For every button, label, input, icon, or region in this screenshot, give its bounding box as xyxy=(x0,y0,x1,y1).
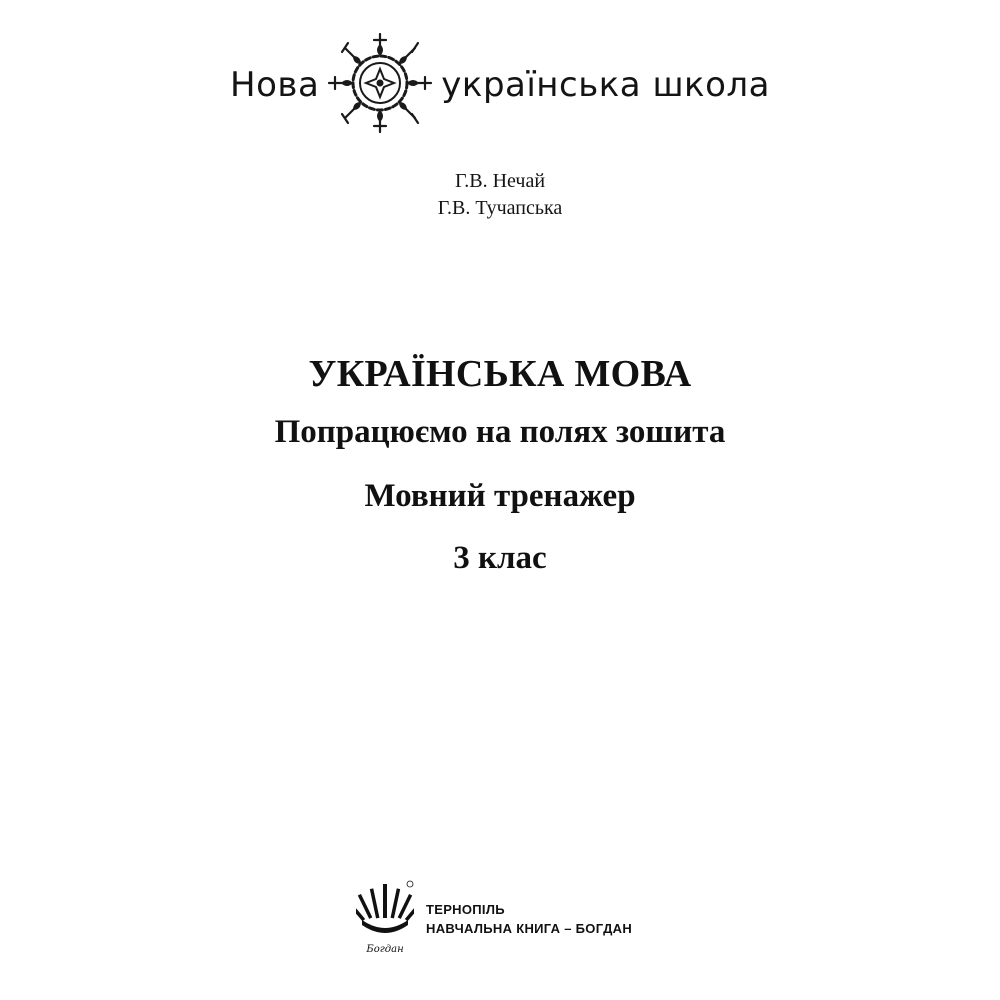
book-series-subtitle: Мовний тренажер xyxy=(364,478,636,514)
author-name: Г.В. Тучапська xyxy=(437,197,563,219)
book-subtitle: Попрацюємо на полях зошита xyxy=(274,414,726,450)
publisher-logo-caption: Богдан xyxy=(366,944,404,955)
publisher-text xyxy=(426,900,632,938)
series-header xyxy=(0,28,1000,138)
book-title-block xyxy=(0,348,1000,589)
folk-ornament-sun-icon xyxy=(321,28,439,138)
series-right-word: українська школа xyxy=(441,65,770,105)
book-title: УКРАЇНСЬКА МОВА xyxy=(308,353,692,395)
grade-label: 3 клас xyxy=(453,540,547,576)
publisher-city: ТЕРНОПІЛЬ xyxy=(426,902,505,917)
book-tree-logo-icon xyxy=(356,880,414,958)
series-left-word: Нова xyxy=(230,65,320,105)
publisher-block xyxy=(356,880,632,958)
publisher-name: НАВЧАЛЬНА КНИГА – БОГДАН xyxy=(426,921,633,936)
author-name: Г.В. Нечай xyxy=(454,170,546,192)
authors xyxy=(0,168,1000,222)
